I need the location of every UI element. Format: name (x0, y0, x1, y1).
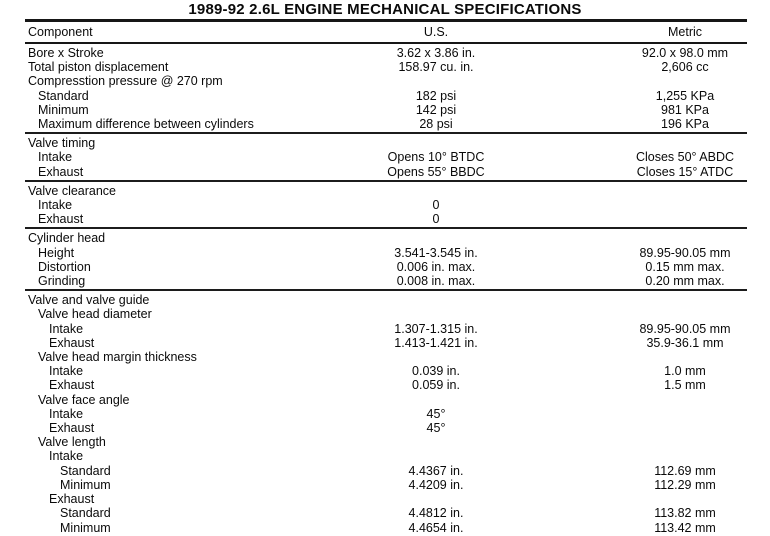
table-section (25, 134, 747, 182)
table-row (25, 60, 747, 74)
us-value-cell: 4.4812 in. (408, 506, 464, 521)
component-cell: Minimum (60, 477, 111, 492)
metric-value-cell: 196 KPa (661, 117, 709, 132)
component-cell: Valve length (38, 435, 106, 450)
metric-value-cell: 1.0 mm (664, 364, 706, 379)
table-row (25, 407, 747, 421)
us-value-cell: Opens 10° BTDC (387, 150, 485, 165)
component-cell: Standard (60, 506, 111, 521)
component-cell: Valve head margin thickness (38, 350, 197, 365)
us-value-cell: 45° (426, 406, 446, 421)
table-row (25, 421, 747, 435)
page-title: 1989-92 2.6L ENGINE MECHANICAL SPECIFICATIONS (188, 1, 582, 18)
table-row (25, 393, 747, 407)
table-row (25, 464, 747, 478)
component-cell: Valve and valve guide (28, 293, 150, 308)
metric-value-cell: 0.15 mm max. (645, 259, 725, 274)
metric-value-cell: 92.0 x 98.0 mm (641, 46, 729, 60)
table-row (25, 521, 747, 535)
component-cell: Exhaust (38, 212, 84, 227)
table-row (25, 103, 747, 117)
metric-value-cell (597, 449, 747, 463)
component-cell: Standard (60, 463, 111, 478)
table-row (25, 322, 747, 336)
us-value-cell: 4.4367 in. (408, 463, 464, 478)
header-component: Component (28, 25, 93, 39)
table-row (25, 364, 747, 378)
table-row (25, 231, 747, 245)
component-cell: Exhaust (49, 421, 95, 436)
metric-value-cell: 113.42 mm (654, 520, 716, 535)
us-value-cell: 4.4654 in. (408, 520, 464, 535)
us-value-cell: 142 psi (415, 102, 457, 117)
component-cell: Minimum (60, 520, 111, 535)
table-row (25, 212, 747, 226)
us-value-cell: Opens 55° BBDC (387, 164, 485, 179)
metric-value-cell (597, 293, 747, 307)
us-value-cell: 4.4209 in. (408, 477, 464, 492)
component-cell: Intake (49, 364, 84, 379)
us-value-cell (275, 293, 597, 307)
us-value-cell: 0.006 in. max. (396, 259, 476, 274)
table-row (25, 117, 747, 131)
table-section (25, 182, 747, 230)
metric-value-cell: Closes 50° ABDC (635, 150, 735, 165)
table-row (25, 198, 747, 212)
us-value-cell: 0 (432, 212, 440, 227)
table-row (25, 307, 747, 321)
us-value-cell (275, 231, 597, 245)
header-metric: Metric (667, 25, 703, 39)
table-section (25, 44, 747, 134)
us-value-cell: 0 (432, 198, 440, 213)
component-cell: Exhaust (49, 335, 95, 350)
table-row (25, 336, 747, 350)
metric-value-cell (597, 198, 747, 212)
component-cell: Intake (38, 150, 73, 165)
us-value-cell: 28 psi (419, 117, 453, 132)
us-value-cell (275, 449, 597, 463)
us-value-cell: 0.039 in. (412, 364, 460, 379)
us-value-cell (275, 350, 597, 364)
table-row (25, 449, 747, 463)
metric-value-cell (597, 421, 747, 435)
us-value-cell: 3.541-3.545 in. (394, 245, 478, 260)
component-cell: Exhaust (49, 378, 95, 393)
component-cell: Intake (49, 321, 84, 336)
component-cell: Valve clearance (28, 183, 117, 198)
metric-value-cell (597, 136, 747, 150)
metric-value-cell: 1,255 KPa (655, 88, 715, 103)
metric-value-cell (597, 350, 747, 364)
metric-value-cell: 35.9-36.1 mm (646, 335, 724, 350)
metric-value-cell (597, 435, 747, 449)
us-value-cell: 0.008 in. max. (396, 274, 476, 289)
metric-value-cell: 2,606 cc (661, 60, 709, 75)
table-section (25, 291, 747, 535)
component-cell: Grinding (38, 274, 86, 289)
us-value-cell (275, 307, 597, 321)
component-cell: Intake (38, 198, 73, 213)
metric-value-cell: 112.29 mm (654, 477, 716, 492)
metric-value-cell (597, 492, 747, 506)
us-value-cell (275, 74, 597, 88)
component-cell: Valve face angle (38, 392, 130, 407)
table-row (25, 74, 747, 88)
table-row (25, 293, 747, 307)
us-value-cell (275, 492, 597, 506)
component-cell: Total piston displacement (28, 60, 169, 75)
component-cell: Intake (49, 406, 84, 421)
metric-value-cell (597, 212, 747, 226)
component-cell: Minimum (38, 102, 89, 117)
table-row (25, 184, 747, 198)
us-value-cell: 45° (426, 421, 446, 436)
metric-value-cell (597, 307, 747, 321)
table-header-row (25, 22, 747, 44)
us-value-cell: 158.97 cu. in. (398, 60, 474, 75)
metric-value-cell: 1.5 mm (664, 378, 706, 393)
table-row (25, 46, 747, 60)
metric-value-cell: Closes 15° ATDC (636, 164, 734, 179)
component-cell: Distortion (38, 259, 91, 274)
table-row (25, 150, 747, 164)
table-row (25, 246, 747, 260)
spec-table (25, 19, 747, 536)
us-value-cell: 1.413-1.421 in. (394, 335, 478, 350)
table-row (25, 435, 747, 449)
component-cell: Exhaust (38, 164, 84, 179)
component-cell: Maximum difference between cylinders (38, 117, 254, 132)
table-row (25, 350, 747, 364)
table-body (25, 44, 747, 536)
table-row (25, 478, 747, 492)
us-value-cell (275, 136, 597, 150)
table-row (25, 506, 747, 520)
table-row (25, 378, 747, 392)
metric-value-cell (597, 393, 747, 407)
table-row (25, 136, 747, 150)
table-row (25, 260, 747, 274)
metric-value-cell: 89.95-90.05 mm (639, 245, 731, 260)
table-section (25, 229, 747, 291)
metric-value-cell (597, 231, 747, 245)
component-cell: Valve head diameter (38, 307, 152, 322)
component-cell: Valve timing (28, 136, 96, 151)
component-cell: Exhaust (49, 492, 95, 507)
table-row (25, 165, 747, 179)
metric-value-cell (597, 184, 747, 198)
metric-value-cell: 0.20 mm max. (645, 274, 725, 289)
table-row (25, 492, 747, 506)
component-cell: Height (38, 245, 75, 260)
us-value-cell (275, 393, 597, 407)
component-cell: Standard (38, 88, 89, 103)
metric-value-cell: 89.95-90.05 mm (639, 321, 731, 336)
table-row (25, 274, 747, 288)
component-cell: Bore x Stroke (28, 46, 104, 60)
metric-value-cell: 113.82 mm (654, 506, 716, 521)
us-value-cell: 3.62 x 3.86 in. (396, 46, 476, 60)
header-us: U.S. (423, 25, 449, 39)
us-value-cell: 1.307-1.315 in. (394, 321, 478, 336)
metric-value-cell: 981 KPa (661, 102, 709, 117)
us-value-cell (275, 435, 597, 449)
us-value-cell: 0.059 in. (412, 378, 460, 393)
table-row (25, 89, 747, 103)
metric-value-cell (597, 407, 747, 421)
us-value-cell: 182 psi (415, 88, 457, 103)
component-cell: Compresstion pressure @ 270 rpm (28, 74, 223, 89)
us-value-cell (275, 184, 597, 198)
metric-value-cell (597, 74, 747, 88)
metric-value-cell: 112.69 mm (654, 463, 716, 478)
component-cell: Cylinder head (28, 231, 106, 246)
component-cell: Intake (49, 449, 84, 464)
